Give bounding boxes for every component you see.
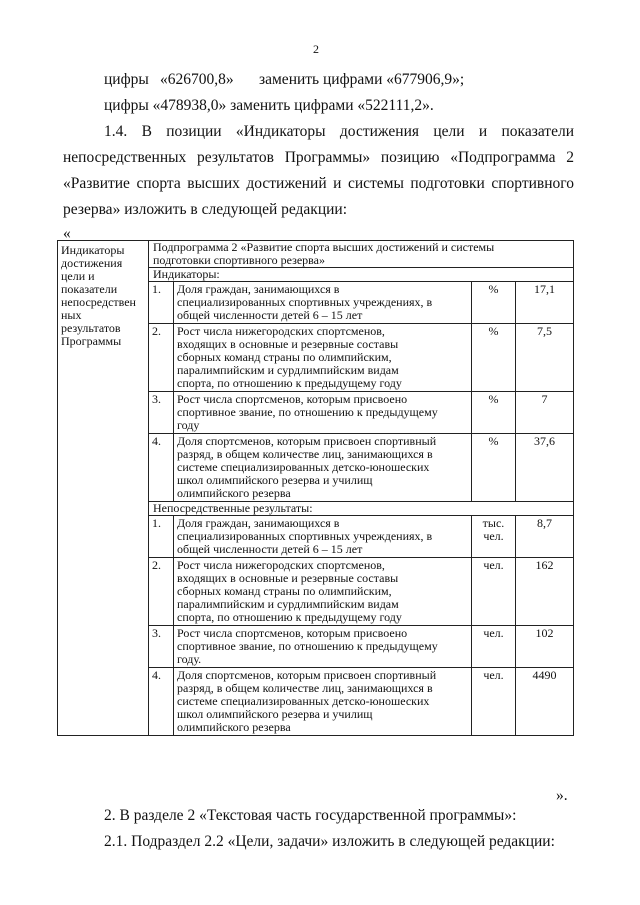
text-line: тыс. [482, 516, 505, 530]
intro-line-1a: цифры [104, 71, 149, 88]
text-line: % [488, 282, 499, 296]
row-number-cell: 2. [149, 558, 174, 626]
text-line: школ олимпийского резерва и училищ [177, 707, 373, 721]
text-line: паралимпийским и сурдлимпийским видам [177, 363, 399, 377]
text-line: спорта, по отношению к предыдущему году [177, 610, 402, 624]
intro-line-1b: «626700,8» [160, 71, 234, 88]
row-number-cell: 3. [149, 392, 174, 434]
text-line: спортивное звание, по отношению к предыдущему [177, 405, 438, 419]
text-line: системе специализированных детско-юношеских [177, 460, 430, 474]
row-number-cell: 1. [149, 516, 174, 558]
intro-line-2: цифры «478938,0» заменить цифрами «522111,2». [104, 97, 434, 114]
intro-line-1c: заменить цифрами «677906,9»; [259, 71, 465, 88]
para-line-1: 1.4. В позиции «Индикаторы достижения цели и показатели [104, 123, 574, 140]
text-line: общей численности детей 6 – 15 лет [177, 542, 363, 556]
text-line: Доля спортсменов, которым присвоен спортивный [177, 668, 437, 682]
value-cell: 17,1 [516, 282, 574, 324]
text-line: входящих в основные и резервные составы [177, 571, 399, 585]
text-line: системе специализированных детско-юношеских [177, 694, 430, 708]
description-cell [174, 558, 472, 626]
text-line: году [177, 418, 200, 432]
value-cell: 7 [516, 392, 574, 434]
text-line: сборных команд страны по олимпийским, [177, 350, 392, 364]
value-cell: 8,7 [516, 516, 574, 558]
text-line: сборных команд страны по олимпийским, [177, 584, 392, 598]
unit-cell [472, 668, 516, 736]
text-line: олимпийского резерва [177, 486, 291, 500]
description-cell [174, 516, 472, 558]
value-cell: 102 [516, 626, 574, 668]
text-line: достижения [61, 256, 123, 270]
text-line: Доля спортсменов, которым присвоен спортивный [177, 434, 437, 448]
text-line: непосредствен [61, 295, 136, 309]
unit-cell [472, 282, 516, 324]
text-line: % [488, 392, 499, 406]
section-2-1-text: 2.1. Подраздел 2.2 «Цели, задачи» изложить в следующей редакции: [104, 833, 555, 850]
text-line: разряд, в общем количестве лиц, занимающихся в [177, 681, 433, 695]
text-line: ных [61, 308, 82, 322]
text-line: общей численности детей 6 – 15 лет [177, 308, 363, 322]
unit-cell [472, 324, 516, 392]
text-line: % [488, 324, 499, 338]
open-quote: « [63, 225, 71, 242]
description-cell [174, 392, 472, 434]
description-cell [174, 626, 472, 668]
text-line: Индикаторы [61, 243, 125, 257]
text-line: школ олимпийского резерва и училищ [177, 473, 373, 487]
text-line: спорта, по отношению к предыдущему году [177, 376, 402, 390]
row-number-cell: 3. [149, 626, 174, 668]
text-line: Программы [61, 334, 122, 348]
close-quote: ». [556, 787, 568, 804]
para-line-4: резерва» изложить в следующей редакции: [63, 201, 348, 218]
indicators-table [57, 240, 574, 736]
description-cell [174, 282, 472, 324]
left-header-cell [58, 241, 149, 736]
text-line: олимпийского резерва [177, 720, 291, 734]
unit-cell [472, 626, 516, 668]
text-line: Рост числа нижегородских спортсменов, [177, 558, 385, 572]
value-cell: 162 [516, 558, 574, 626]
text-line: цели и [61, 269, 95, 283]
unit-cell [472, 392, 516, 434]
text-line: результатов [61, 321, 121, 335]
text-line: Рост числа нижегородских спортсменов, [177, 324, 385, 338]
row-number-cell: 2. [149, 324, 174, 392]
value-cell: 4490 [516, 668, 574, 736]
unit-cell [472, 516, 516, 558]
description-cell [174, 434, 472, 502]
text-line: % [488, 434, 499, 448]
text-line: чел. [483, 668, 504, 682]
text-line: Доля граждан, занимающихся в [177, 516, 340, 530]
section-2-text: 2. В разделе 2 «Текстовая часть государственной программы»: [104, 807, 517, 824]
row-number-cell: 4. [149, 668, 174, 736]
unit-cell [472, 558, 516, 626]
para-line-2: непосредственных результатов Программы» позицию «Подпрограмма 2 [63, 149, 574, 166]
text-line: чел. [483, 626, 504, 640]
text-line: разряд, в общем количестве лиц, занимающихся в [177, 447, 433, 461]
text-line: паралимпийским и сурдлимпийским видам [177, 597, 399, 611]
text-line: чел. [483, 558, 504, 572]
row-number-cell: 1. [149, 282, 174, 324]
description-cell [174, 324, 472, 392]
para-line-3: «Развитие спорта высших достижений и системы подготовки спортивного [63, 175, 574, 192]
unit-cell [472, 434, 516, 502]
text-line: входящих в основные и резервные составы [177, 337, 399, 351]
text-line: Рост числа спортсменов, которым присвоено [177, 392, 408, 406]
text-line: Подпрограмма 2 «Развитие спорта высших достижений и системы [153, 240, 495, 254]
text-line: Рост числа спортсменов, которым присвоено [177, 626, 408, 640]
value-cell: 7,5 [516, 324, 574, 392]
text-line: показатели [61, 282, 118, 296]
text-line: Доля граждан, занимающихся в [177, 282, 340, 296]
table-row [58, 241, 574, 268]
page-number: 2 [313, 42, 319, 56]
results-label-cell: Непосредственные результаты: [149, 502, 574, 516]
text-line: подготовки спортивного резерва» [153, 253, 325, 267]
row-number-cell: 4. [149, 434, 174, 502]
indicators-label-cell: Индикаторы: [149, 268, 574, 282]
text-line: специализированных спортивных учреждениях, в [177, 295, 433, 309]
value-cell: 37,6 [516, 434, 574, 502]
text-line: году. [177, 652, 202, 666]
description-cell [174, 668, 472, 736]
text-line: спортивное звание, по отношению к предыдущему [177, 639, 438, 653]
text-line: чел. [483, 529, 504, 543]
subprogram-title-cell [149, 241, 574, 268]
text-line: специализированных спортивных учреждениях, в [177, 529, 433, 543]
